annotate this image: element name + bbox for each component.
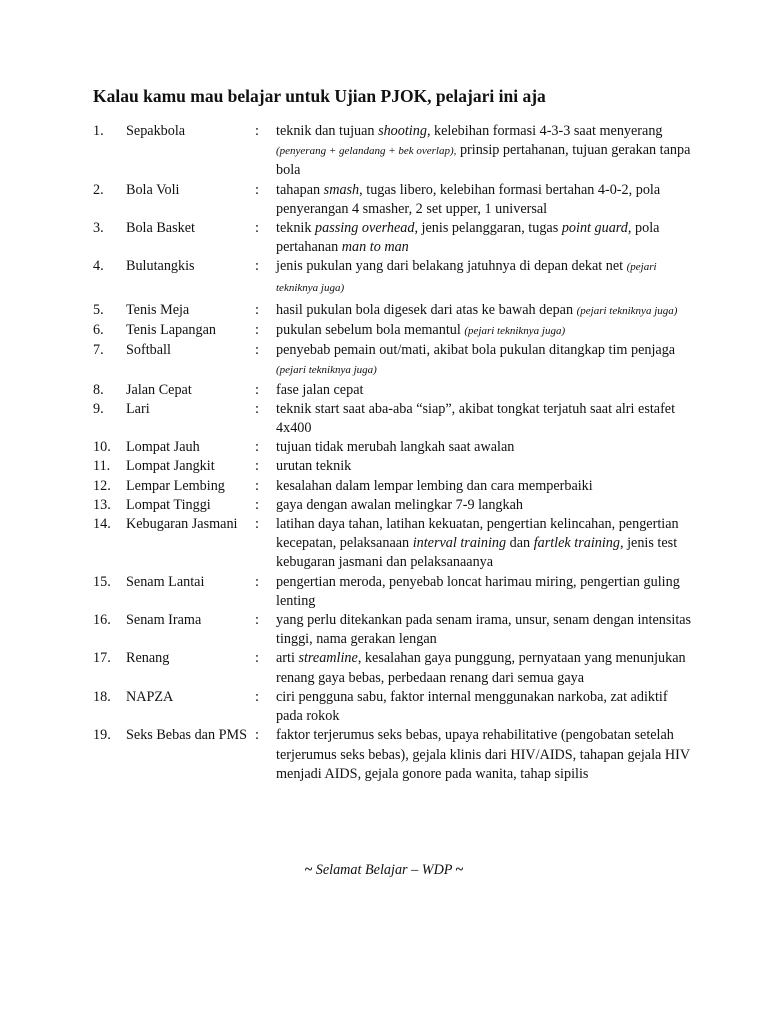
list-item <box>93 122 713 181</box>
item-description <box>276 438 696 457</box>
item-term: shooting <box>378 123 427 139</box>
item-text: jenis pukulan yang dari belakang jatuhnya di depan dekat net <box>276 258 627 275</box>
item-topic: Softball <box>126 342 171 359</box>
item-separator: : <box>255 322 259 339</box>
list-item <box>93 457 713 476</box>
item-description <box>276 257 696 297</box>
list-item <box>93 477 713 496</box>
item-text: tahapan <box>276 181 324 198</box>
item-description <box>276 496 696 515</box>
item-separator: : <box>255 381 259 398</box>
item-description <box>276 457 696 476</box>
item-term: man to man <box>341 239 409 256</box>
item-number: 15. <box>93 573 111 590</box>
item-topic: Lompat Tinggi <box>126 496 211 513</box>
item-number: 18. <box>93 688 111 705</box>
item-text: penyebab pemain out/mati, akibat bola pukulan ditangkap tim penjaga <box>276 342 676 359</box>
item-note: (pejari tekniknya juga) <box>276 261 657 294</box>
item-number: 9. <box>93 400 104 417</box>
item-number: 2. <box>93 181 104 198</box>
list-item <box>93 438 713 457</box>
list-item <box>93 688 713 726</box>
list-item <box>93 649 713 687</box>
item-topic: Jalan Cepat <box>126 381 192 398</box>
item-separator: : <box>255 573 259 590</box>
item-description <box>276 477 696 496</box>
list-item <box>93 381 713 400</box>
item-number: 17. <box>93 650 111 667</box>
list-item <box>93 611 713 649</box>
item-note: (pejari tekniknya juga) <box>576 304 678 317</box>
item-topic: Kebugaran Jasmani <box>126 516 238 533</box>
item-separator: : <box>255 123 259 139</box>
item-separator: : <box>255 301 259 318</box>
item-number: 3. <box>93 220 104 237</box>
item-topic: Seks Bebas dan PMS <box>126 727 247 744</box>
item-description <box>276 301 696 321</box>
item-text: , jenis test kebugaran jasmani dan pelaksanaanya <box>276 535 678 571</box>
item-separator: : <box>255 342 259 359</box>
item-separator: : <box>255 516 259 533</box>
item-topic: Senam Irama <box>126 612 202 629</box>
item-separator: : <box>255 727 259 744</box>
item-term: point guard <box>561 220 628 237</box>
item-topic: Lompat Jauh <box>126 439 200 456</box>
item-text: kesalahan dalam lempar lembing dan cara memperbaiki <box>276 477 593 494</box>
item-description <box>276 400 696 438</box>
item-number: 5. <box>93 301 104 318</box>
item-description <box>276 688 696 726</box>
item-description <box>276 122 696 181</box>
item-topic: Bola Voli <box>126 181 180 198</box>
item-description <box>276 573 696 611</box>
item-separator: : <box>255 688 259 705</box>
item-separator: : <box>255 612 259 629</box>
item-topic: Tenis Meja <box>126 301 190 318</box>
item-topic: Renang <box>126 650 170 667</box>
item-text: , kelebihan formasi 4-3-3 saat menyerang <box>426 123 663 139</box>
page-title: Kalau kamu mau belajar untuk Ujian PJOK, pelajari ini aja <box>93 86 546 106</box>
item-description <box>276 649 696 687</box>
item-text: ciri pengguna sabu, faktor internal menggunakan narkoba, zat adiktif pada rokok <box>276 688 668 725</box>
item-text: , kesalahan gaya punggung, pernyataan yang menunjukan renang gaya bebas, perbedaan renang dari semua gaya <box>276 650 686 686</box>
item-text: teknik <box>276 220 316 237</box>
item-number: 14. <box>93 516 111 533</box>
list-item <box>93 726 713 784</box>
item-separator: : <box>255 220 259 237</box>
item-text: latihan daya tahan, latihan kekuatan, pengertian kelincahan, pengertian kecepatan, pelaksanaan <box>276 516 679 552</box>
item-text: urutan teknik <box>276 458 352 475</box>
item-separator: : <box>255 439 259 456</box>
item-number: 13. <box>93 496 111 513</box>
list-item <box>93 515 713 573</box>
item-topic: NAPZA <box>126 688 174 705</box>
item-term: streamline <box>298 650 358 667</box>
item-text: dan <box>506 535 534 552</box>
list-item <box>93 321 713 341</box>
item-note: (pejari tekniknya juga) <box>276 364 377 377</box>
item-topic: Bola Basket <box>126 220 195 237</box>
item-separator: : <box>255 181 259 198</box>
item-text: hasil pukulan bola digesek dari atas ke bawah depan <box>276 301 577 318</box>
item-term: passing overhead <box>315 220 415 237</box>
item-topic: Bulutangkis <box>126 258 195 275</box>
item-topic: Senam Lantai <box>126 573 205 590</box>
item-text: fase jalan cepat <box>276 381 364 398</box>
item-number: 11. <box>93 458 111 475</box>
item-text: pengertian meroda, penyebab loncat harimau miring, pengertian guling lenting <box>276 573 680 609</box>
item-number: 10. <box>93 439 111 456</box>
item-text: gaya dengan awalan melingkar 7-9 langkah <box>276 496 523 513</box>
item-number: 6. <box>93 322 104 339</box>
item-text: prinsip pertahanan, tujuan gerakan tanpa bola <box>276 142 691 179</box>
item-topic: Lempar Lembing <box>126 477 225 494</box>
item-text: , tugas libero, kelebihan formasi bertahan 4-0-2, pola penyerangan 4 smasher, 2 set upper, 1 universal <box>276 181 661 217</box>
topic-list <box>93 122 713 784</box>
item-term: smash <box>323 181 360 198</box>
item-separator: : <box>255 258 259 275</box>
item-term: interval training <box>412 535 507 552</box>
item-text: , pola pertahanan <box>276 220 660 256</box>
list-item <box>93 301 713 321</box>
item-description <box>276 181 696 219</box>
item-description <box>276 515 696 573</box>
item-separator: : <box>255 400 259 417</box>
item-separator: : <box>255 496 259 513</box>
item-number: 8. <box>93 381 104 398</box>
list-item <box>93 400 713 438</box>
item-note: (pejari tekniknya juga) <box>464 325 566 338</box>
item-topic: Lari <box>126 400 150 417</box>
item-separator: : <box>255 458 259 475</box>
item-number: 1. <box>93 123 104 139</box>
item-number: 7. <box>93 342 104 359</box>
footer-tilde-close: ~ <box>455 862 464 878</box>
item-description <box>276 726 696 784</box>
item-description <box>276 611 696 649</box>
item-note: (penyerang + gelandang + bek overlap), <box>276 145 457 158</box>
list-item <box>93 496 713 515</box>
item-topic: Tenis Lapangan <box>126 322 217 339</box>
item-text: teknik start saat aba-aba “siap”, akibat tongkat terjatuh saat alri estafet 4x400 <box>276 400 676 437</box>
item-topic: Lompat Jangkit <box>126 458 215 475</box>
footer-text: Selamat Belajar – WDP <box>312 862 456 878</box>
list-item <box>93 573 713 611</box>
item-text: arti <box>276 650 299 667</box>
list-item <box>93 341 713 380</box>
item-separator: : <box>255 477 259 494</box>
list-item <box>93 257 713 297</box>
item-text: , jenis pelanggaran, tugas <box>414 220 562 237</box>
item-description <box>276 341 696 380</box>
item-text: tujuan tidak merubah langkah saat awalan <box>276 439 515 456</box>
item-description <box>276 321 696 341</box>
list-item <box>93 181 713 219</box>
item-description <box>276 219 696 257</box>
list-item <box>93 219 713 257</box>
item-text: yang perlu ditekankan pada senam irama, unsur, senam dengan intensitas tinggi, nama gerakan lengan <box>276 612 692 648</box>
item-text: teknik dan tujuan <box>276 123 379 139</box>
item-topic: Sepakbola <box>126 123 186 139</box>
item-number: 12. <box>93 477 111 494</box>
item-number: 4. <box>93 258 104 275</box>
item-number: 16. <box>93 612 111 629</box>
item-separator: : <box>255 650 259 667</box>
item-text: faktor terjerumus seks bebas, upaya rehabilitative (pengobatan setelah terjerumus seks bebas), gejala klinis dari HIV/AIDS, tahapan gejala HIV menjadi AIDS, gejala gonore pada wanita, tahap sipilis <box>276 727 690 782</box>
item-text: pukulan sebelum bola memantul <box>276 322 465 339</box>
item-description <box>276 381 696 400</box>
footer-note <box>0 862 768 879</box>
item-number: 19. <box>93 727 111 744</box>
footer-tilde-open: ~ <box>304 862 313 878</box>
item-term: fartlek training <box>533 535 620 552</box>
